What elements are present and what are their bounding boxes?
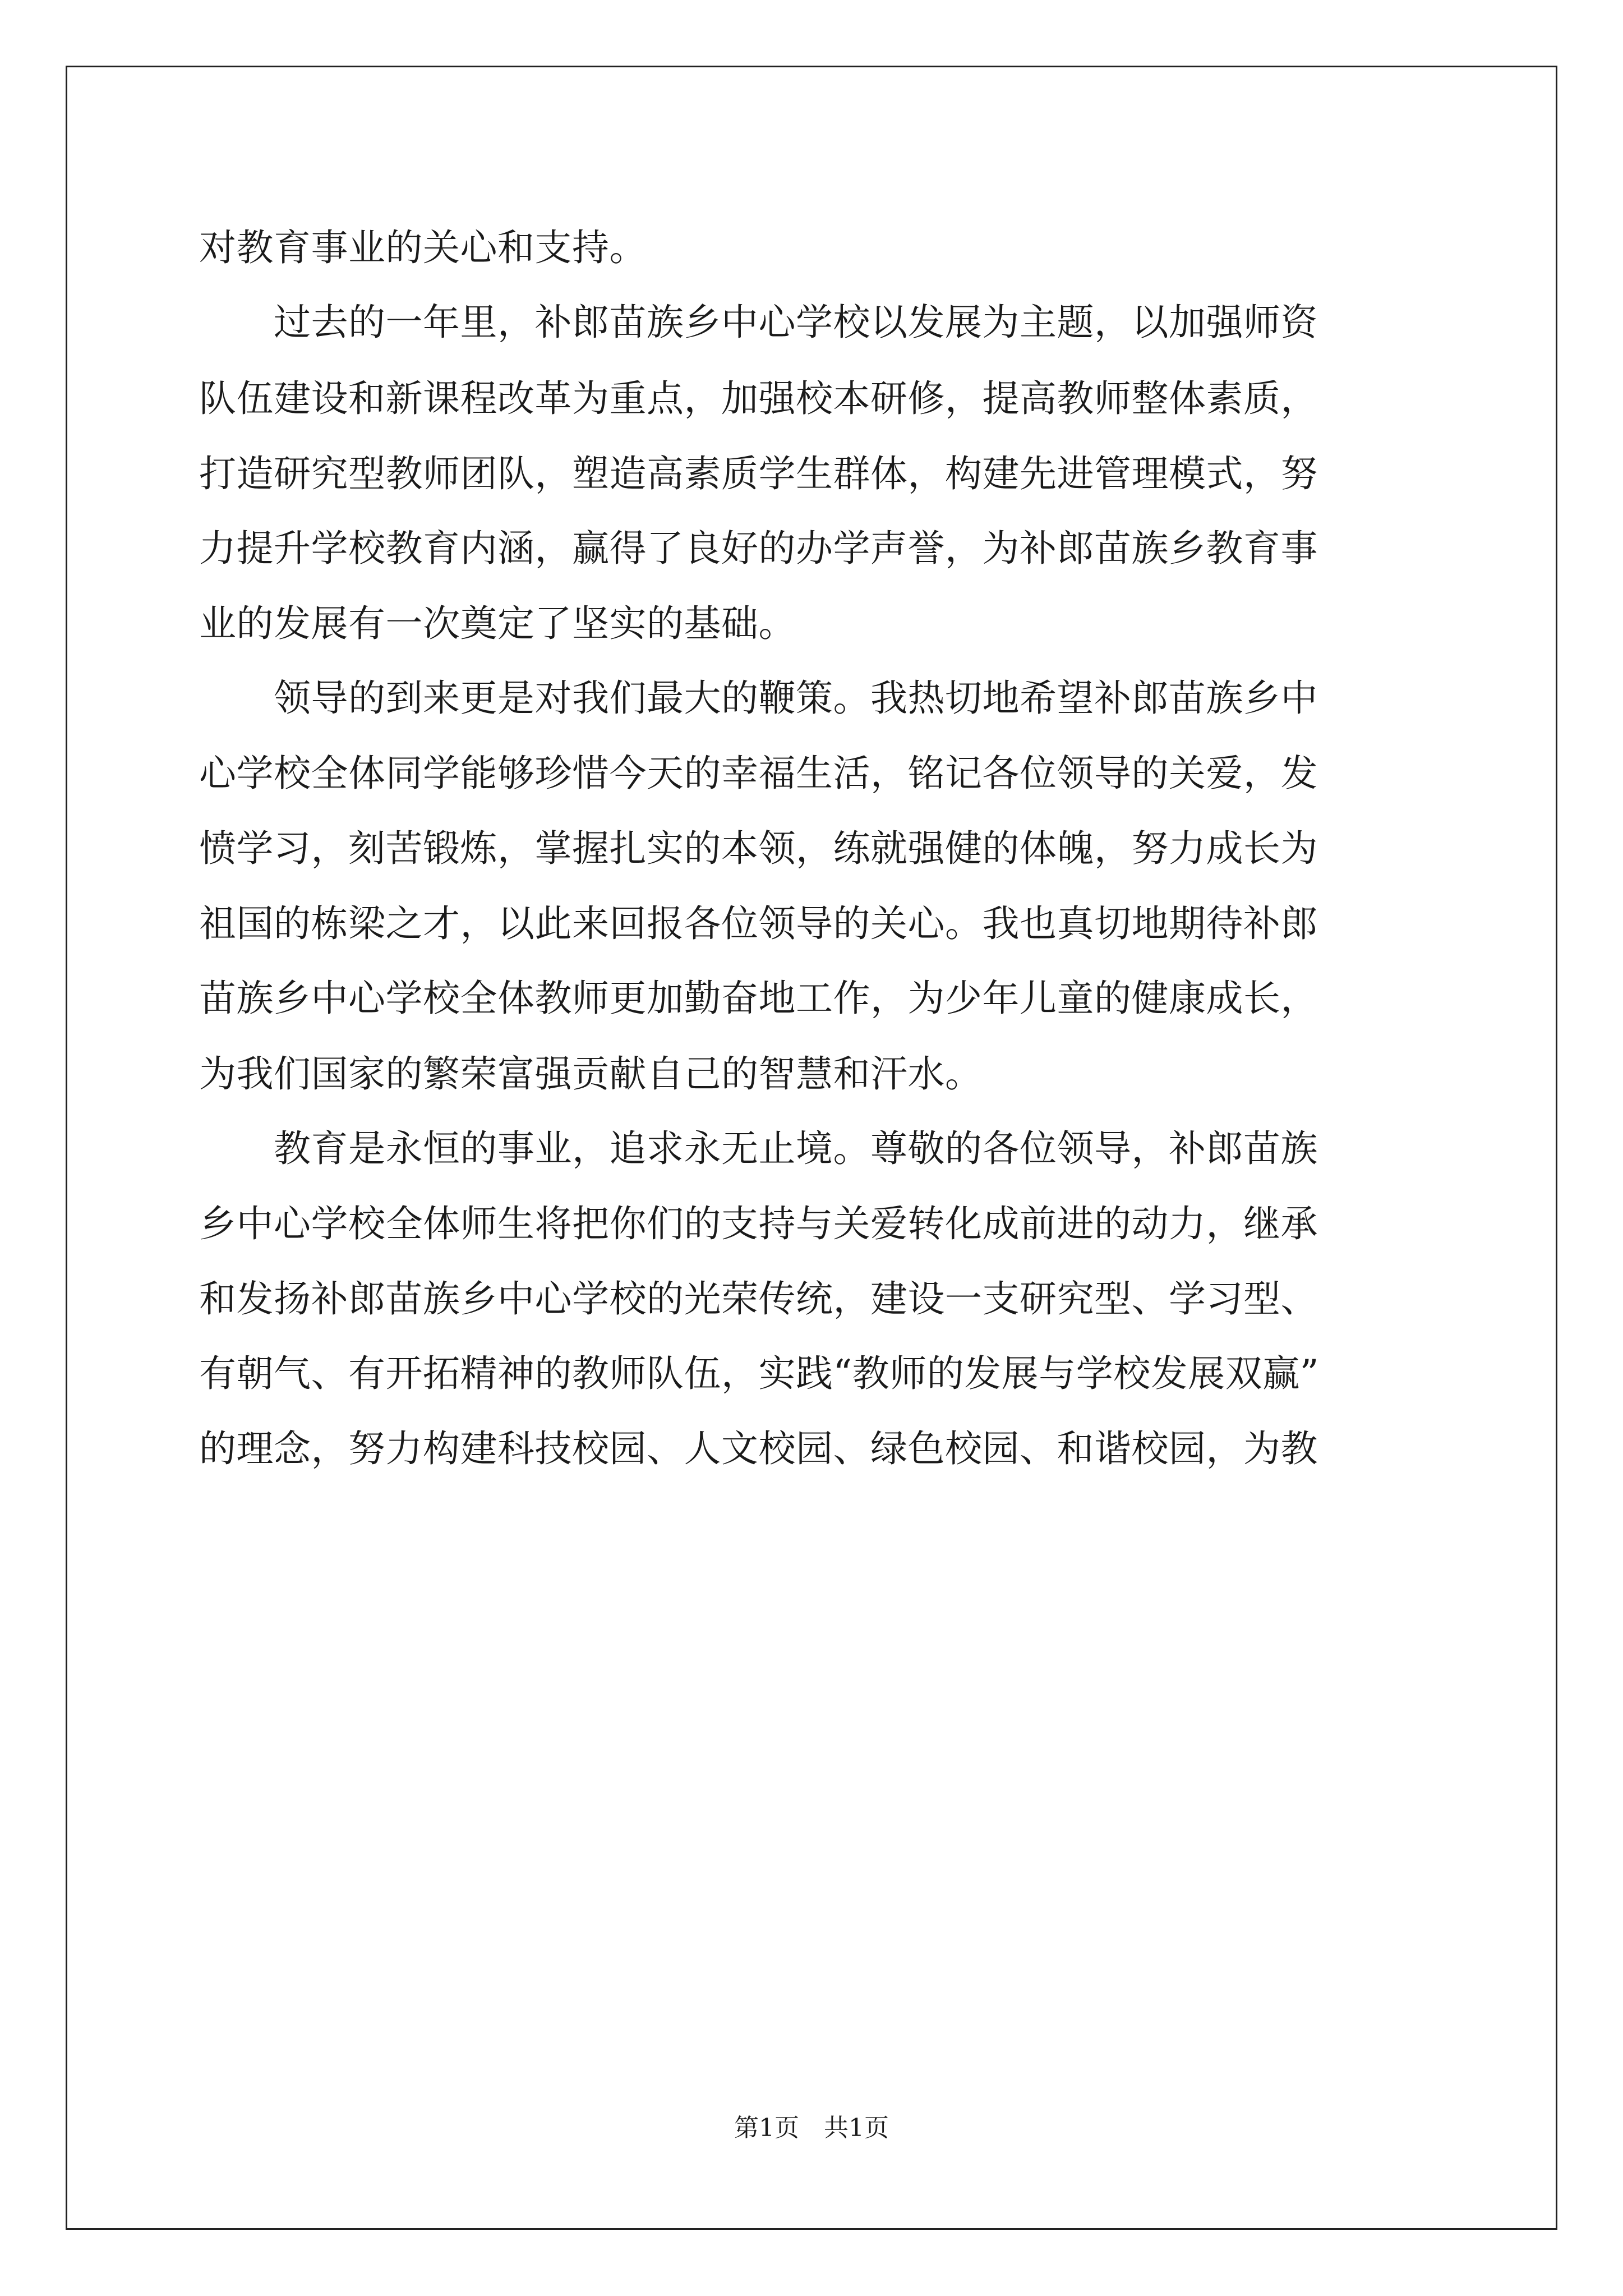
text-line: 教育是永恒的事业，追求永无止境。尊敬的各位领导，补郎苗族 <box>199 1127 1318 1170</box>
text-line: 心学校全体同学能够珍惜今天的幸福生活，铭记各位领导的关爱，发 <box>199 752 1318 795</box>
text-line: 和发扬补郎苗族乡中心学校的光荣传统，建设一支研究型、学习型、 <box>199 1277 1318 1320</box>
text-line: 祖国的栋梁之才，以此来回报各位领导的关心。我也真切地期待补郎 <box>199 902 1318 945</box>
text-line: 乡中心学校全体师生将把你们的支持与关爱转化成前进的动力，继承 <box>199 1202 1318 1245</box>
text-line: 力提升学校教育内涵，赢得了良好的办学声誉，为补郎苗族乡教育事 <box>199 527 1318 570</box>
text-line: 苗族乡中心学校全体教师更加勤奋地工作，为少年儿童的健康成长， <box>199 977 1318 1020</box>
text-line: 有朝气、有开拓精神的教师队伍，实践“教师的发展与学校发展双赢” <box>199 1352 1319 1395</box>
text-line: 领导的到来更是对我们最大的鞭策。我热切地希望补郎苗族乡中 <box>199 677 1318 720</box>
text-line: 为我们国家的繁荣富强贡献自己的智慧和汗水。 <box>199 1052 983 1096</box>
text-line: 队伍建设和新课程改革为重点，加强校本研修，提高教师整体素质， <box>199 377 1318 420</box>
text-line: 打造研究型教师团队，塑造高素质学生群体，构建先进管理模式，努 <box>199 452 1318 495</box>
page-number-footer: 第1页 共1页 <box>734 2114 889 2142</box>
text-line: 愤学习，刻苦锻炼，掌握扎实的本领，练就强健的体魄，努力成长为 <box>199 827 1318 870</box>
text-line: 的理念，努力构建科技校园、人文校园、绿色校园、和谐校园，为教 <box>199 1427 1318 1470</box>
text-line: 对教育事业的关心和支持。 <box>199 226 647 269</box>
text-line: 业的发展有一次奠定了坚实的基础。 <box>199 602 796 645</box>
text-line: 过去的一年里，补郎苗族乡中心学校以发展为主题，以加强师资 <box>199 301 1318 344</box>
